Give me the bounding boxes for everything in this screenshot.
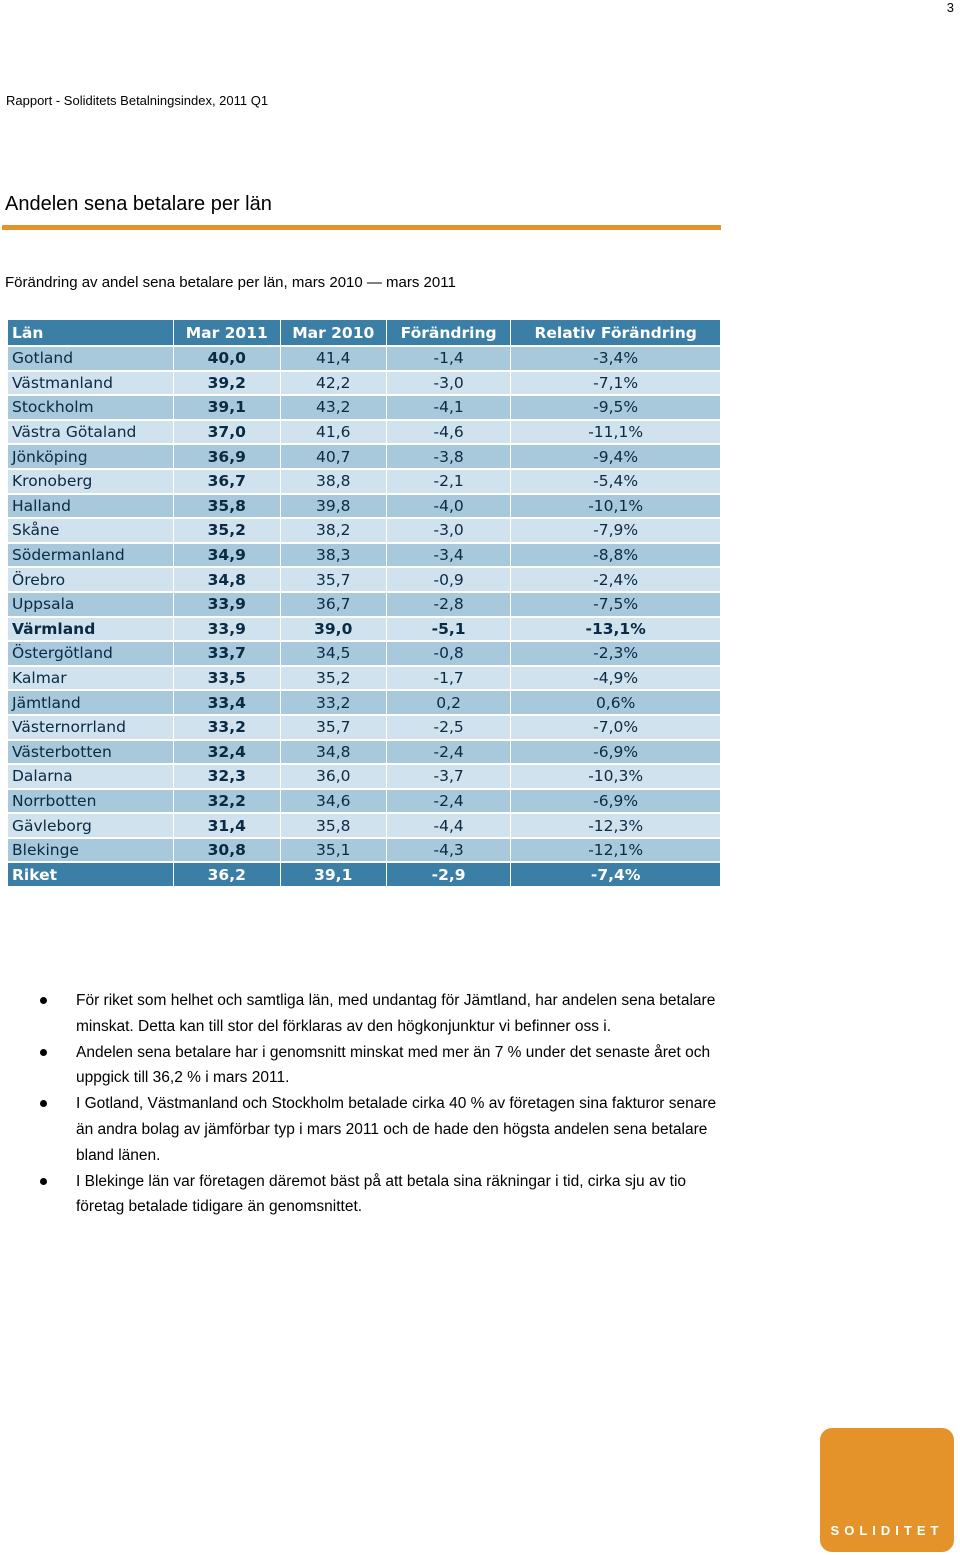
cell-mar-2010: 34,6 [281, 790, 386, 813]
cell-lan: Kronoberg [8, 470, 173, 493]
cell-lan: Gävleborg [8, 814, 173, 837]
table-row [8, 691, 720, 714]
cell-mar-2011: 39,2 [174, 372, 279, 395]
cell-relativ: -7,0% [511, 716, 720, 739]
cell-mar-2010: 35,2 [281, 667, 386, 690]
table-row [8, 642, 720, 665]
cell-mar-2010: 35,8 [281, 814, 386, 837]
cell-mar-2010: 38,8 [281, 470, 386, 493]
section-title: Andelen sena betalare per län [5, 193, 272, 215]
cell-mar-2011: 33,5 [174, 667, 279, 690]
header-relativ-forandring: Relativ Förändring [511, 320, 720, 345]
cell-mar-2010: 41,6 [281, 421, 386, 444]
cell-mar-2011: 40,0 [174, 347, 279, 370]
cell-mar-2011: 33,7 [174, 642, 279, 665]
table-row [8, 716, 720, 739]
table-row [8, 372, 720, 395]
cell-mar-2010: 39,0 [281, 618, 386, 641]
cell-mar-2010: 33,2 [281, 691, 386, 714]
cell-lan: Kalmar [8, 667, 173, 690]
cell-forandring: -4,0 [387, 495, 510, 518]
table-row [8, 568, 720, 591]
cell-relativ: -6,9% [511, 790, 720, 813]
cell-lan: Södermanland [8, 544, 173, 567]
cell-lan: Dalarna [8, 765, 173, 788]
cell-mar-2010: 35,7 [281, 568, 386, 591]
cell-mar-2010: 42,2 [281, 372, 386, 395]
cell-forandring: -3,0 [387, 519, 510, 542]
table-row [8, 396, 720, 419]
cell-mar-2010: 35,7 [281, 716, 386, 739]
table-row [8, 839, 720, 862]
cell-mar-2010: 34,5 [281, 642, 386, 665]
table-row [8, 741, 720, 764]
cell-lan: Värmland [8, 618, 173, 641]
title-rule [2, 225, 721, 230]
cell-mar-2011: 36,7 [174, 470, 279, 493]
table-row [8, 470, 720, 493]
cell-mar-2010: 38,3 [281, 544, 386, 567]
cell-mar-2011: 33,2 [174, 716, 279, 739]
cell-relativ: 0,6% [511, 691, 720, 714]
bullet-item [40, 1040, 720, 1092]
cell-forandring: -4,1 [387, 396, 510, 419]
bullet-item [40, 1091, 720, 1168]
cell-lan: Östergötland [8, 642, 173, 665]
cell-mar-2011: 32,2 [174, 790, 279, 813]
cell-forandring: -4,4 [387, 814, 510, 837]
cell-mar-2010: 34,8 [281, 741, 386, 764]
late-payers-table [7, 318, 721, 888]
cell-mar-2010: 36,0 [281, 765, 386, 788]
cell-lan: Jönköping [8, 445, 173, 468]
table-row [8, 790, 720, 813]
report-header: Rapport - Soliditets Betalningsindex, 2011 Q1 [6, 93, 269, 108]
cell-forandring: -3,7 [387, 765, 510, 788]
cell-lan: Blekinge [8, 839, 173, 862]
cell-relativ: -5,4% [511, 470, 720, 493]
total-label: Riket [8, 863, 173, 886]
header-forandring: Förändring [387, 320, 510, 345]
table-row [8, 347, 720, 370]
cell-forandring: -2,5 [387, 716, 510, 739]
cell-relativ: -3,4% [511, 347, 720, 370]
cell-mar-2011: 34,8 [174, 568, 279, 591]
cell-relativ: -9,4% [511, 445, 720, 468]
cell-relativ: -12,3% [511, 814, 720, 837]
cell-mar-2011: 31,4 [174, 814, 279, 837]
cell-relativ: -7,5% [511, 593, 720, 616]
table-row [8, 618, 720, 641]
cell-lan: Örebro [8, 568, 173, 591]
cell-lan: Västernorrland [8, 716, 173, 739]
logo-text: SOLIDITET [830, 1523, 944, 1538]
cell-lan: Jämtland [8, 691, 173, 714]
table-header-row [8, 320, 720, 345]
cell-forandring: -3,8 [387, 445, 510, 468]
bullet-text: I Blekinge län var företagen däremot bäst på att betala sina räkningar i tid, cirka sju av tio företag betalade tidigare än genomsnittet. [76, 1172, 687, 1216]
cell-mar-2011: 35,8 [174, 495, 279, 518]
header-mar-2010: Mar 2010 [281, 320, 386, 345]
cell-mar-2010: 40,7 [281, 445, 386, 468]
total-mar-2011: 36,2 [174, 863, 279, 886]
cell-mar-2011: 32,3 [174, 765, 279, 788]
cell-lan: Uppsala [8, 593, 173, 616]
cell-mar-2011: 39,1 [174, 396, 279, 419]
cell-lan: Skåne [8, 519, 173, 542]
cell-lan: Halland [8, 495, 173, 518]
table-row [8, 593, 720, 616]
bullet-text: För riket som helhet och samtliga län, med undantag för Jämtland, har andelen sena betalare minskat. Detta kan till stor del förklaras av den högkonjunktur vi befinner oss i. [76, 992, 716, 1035]
bullet-list [40, 988, 720, 1220]
cell-lan: Gotland [8, 347, 173, 370]
cell-forandring: -1,7 [387, 667, 510, 690]
bullet-text: I Gotland, Västmanland och Stockholm betalade cirka 40 % av företagen sina fakturor senare än andra bolag av jämförbar typ i mars 2011 och de hade den högsta andelen sena betalare bland länen. [76, 1095, 717, 1164]
bullet-dot-icon [40, 1178, 47, 1185]
cell-mar-2011: 35,2 [174, 519, 279, 542]
cell-relativ: -4,9% [511, 667, 720, 690]
bullet-dot-icon [40, 997, 47, 1004]
cell-relativ: -7,9% [511, 519, 720, 542]
cell-mar-2010: 36,7 [281, 593, 386, 616]
cell-mar-2011: 33,9 [174, 618, 279, 641]
cell-relativ: -9,5% [511, 396, 720, 419]
cell-relativ: -11,1% [511, 421, 720, 444]
total-relativ: -7,4% [511, 863, 720, 886]
cell-forandring: -4,3 [387, 839, 510, 862]
cell-mar-2011: 36,9 [174, 445, 279, 468]
table-row [8, 544, 720, 567]
table-row [8, 445, 720, 468]
cell-mar-2011: 37,0 [174, 421, 279, 444]
cell-lan: Norrbotten [8, 790, 173, 813]
soliditet-logo [820, 1428, 954, 1552]
table-row [8, 495, 720, 518]
table-row [8, 421, 720, 444]
cell-forandring: -1,4 [387, 347, 510, 370]
cell-forandring: -2,1 [387, 470, 510, 493]
cell-lan: Västerbotten [8, 741, 173, 764]
cell-mar-2011: 33,4 [174, 691, 279, 714]
bullet-item [40, 1169, 720, 1221]
cell-relativ: -12,1% [511, 839, 720, 862]
cell-mar-2010: 39,8 [281, 495, 386, 518]
cell-mar-2010: 41,4 [281, 347, 386, 370]
bullet-dot-icon [40, 1049, 47, 1056]
bullet-dot-icon [40, 1100, 47, 1107]
cell-forandring: -4,6 [387, 421, 510, 444]
header-lan: Län [8, 320, 173, 345]
cell-forandring: -5,1 [387, 618, 510, 641]
cell-forandring: -3,4 [387, 544, 510, 567]
table-subtitle: Förändring av andel sena betalare per län, mars 2010 — mars 2011 [5, 274, 456, 291]
table-row [8, 519, 720, 542]
cell-mar-2010: 35,1 [281, 839, 386, 862]
cell-forandring: 0,2 [387, 691, 510, 714]
cell-relativ: -8,8% [511, 544, 720, 567]
cell-forandring: -2,4 [387, 790, 510, 813]
cell-forandring: -3,0 [387, 372, 510, 395]
cell-relativ: -13,1% [511, 618, 720, 641]
cell-relativ: -10,1% [511, 495, 720, 518]
table-row [8, 765, 720, 788]
cell-forandring: -2,8 [387, 593, 510, 616]
bullet-text: Andelen sena betalare har i genomsnitt minskat med mer än 7 % under det senaste året och uppgick till 36,2 % i mars 2011. [76, 1043, 711, 1087]
page-number: 3 [946, 0, 954, 15]
cell-relativ: -2,4% [511, 568, 720, 591]
cell-relativ: -10,3% [511, 765, 720, 788]
cell-forandring: -0,9 [387, 568, 510, 591]
total-mar-2010: 39,1 [281, 863, 386, 886]
header-mar-2011: Mar 2011 [174, 320, 279, 345]
cell-mar-2011: 33,9 [174, 593, 279, 616]
total-forandring: -2,9 [387, 863, 510, 886]
total-row [8, 863, 720, 886]
cell-relativ: -2,3% [511, 642, 720, 665]
cell-lan: Västra Götaland [8, 421, 173, 444]
table-row [8, 814, 720, 837]
cell-lan: Västmanland [8, 372, 173, 395]
cell-mar-2011: 30,8 [174, 839, 279, 862]
cell-forandring: -0,8 [387, 642, 510, 665]
cell-mar-2010: 43,2 [281, 396, 386, 419]
cell-mar-2011: 34,9 [174, 544, 279, 567]
bullet-item [40, 988, 720, 1040]
table-row [8, 667, 720, 690]
cell-mar-2010: 38,2 [281, 519, 386, 542]
cell-lan: Stockholm [8, 396, 173, 419]
cell-mar-2011: 32,4 [174, 741, 279, 764]
cell-forandring: -2,4 [387, 741, 510, 764]
cell-relativ: -6,9% [511, 741, 720, 764]
cell-relativ: -7,1% [511, 372, 720, 395]
